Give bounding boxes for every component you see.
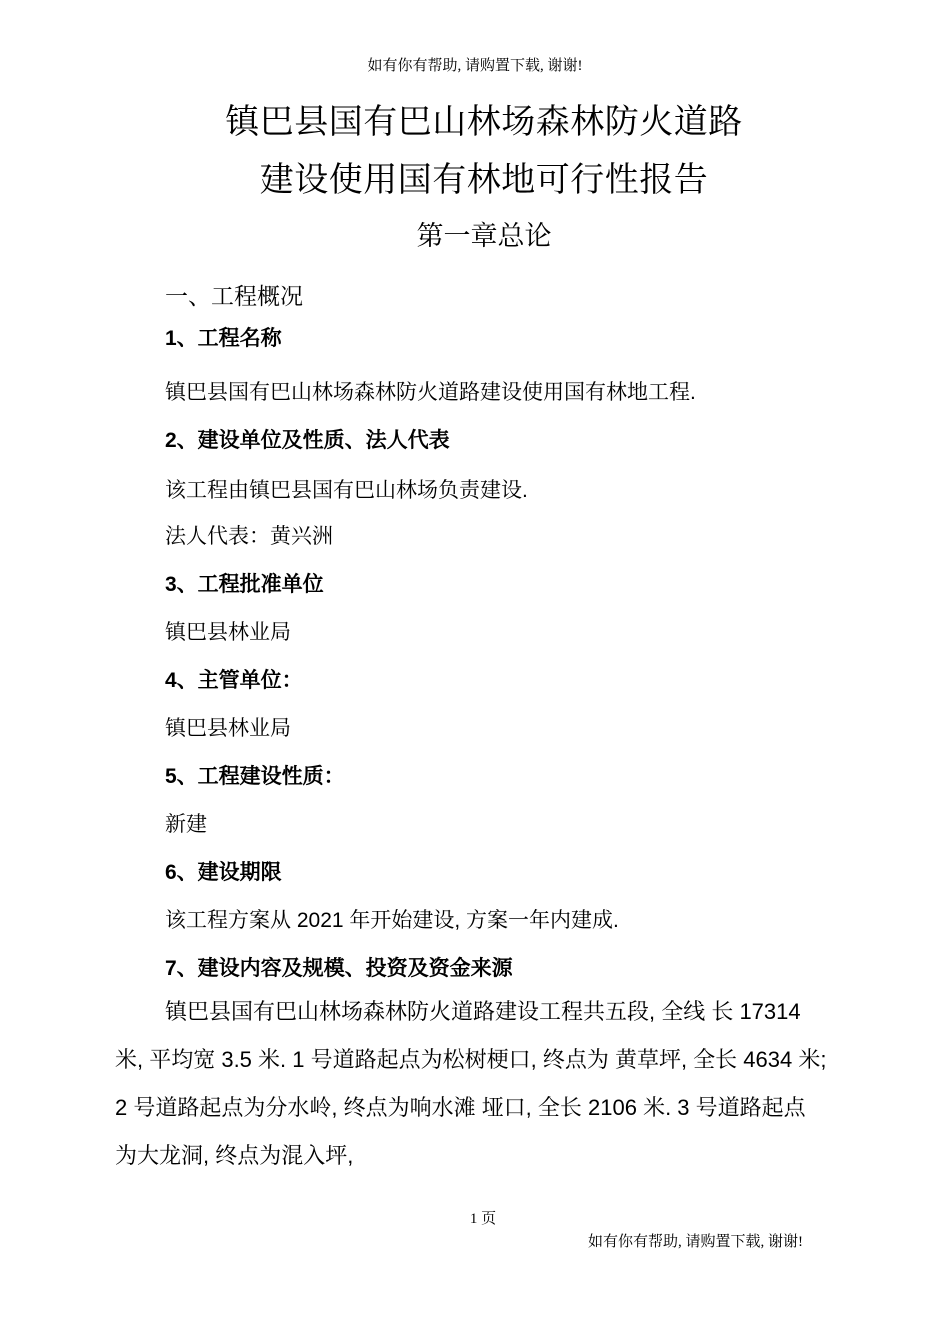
- item-text-4: 镇巴县林业局: [165, 717, 291, 740]
- item-heading-5: 5、工程建设性质：: [165, 765, 345, 788]
- item-text-1: 镇巴县国有巴山林场森林防火道路建设使用国有林地工程.: [165, 381, 696, 404]
- chapter-heading: 第一章总论: [416, 221, 552, 251]
- item-heading-7: 7、建设内容及规模、投资及资金来源: [165, 957, 513, 980]
- item-heading-1: 1、工程名称: [165, 327, 282, 350]
- title-line-1: 镇巴县国有巴山林场森林防火道路: [225, 103, 743, 141]
- section-heading: 一、工程概况: [165, 283, 303, 309]
- page-number: 1 页: [469, 1211, 497, 1227]
- item-heading-4: 4、主管单位：: [165, 669, 303, 692]
- item-heading-6: 6、建设期限: [165, 861, 282, 884]
- item-text-2: 该工程由镇巴县国有巴山林场负责建设.: [165, 479, 528, 502]
- item-text-5: 新建: [165, 813, 207, 836]
- content-paragraph: [115, 988, 870, 1180]
- header-note: 如有你有帮助, 请购置下载, 谢谢!: [367, 58, 583, 74]
- paragraph-line: 镇巴县国有巴山林场森林防火道路建设工程共五段, 全线 长 17314: [165, 999, 801, 1024]
- paragraph-line: 米, 平均宽 3.5 米. 1 号道路起点为松树梗口, 终点为 黄草坪, 全长 4634 米;: [115, 1047, 827, 1072]
- item-heading-2: 2、建设单位及性质、法人代表: [165, 429, 450, 452]
- item-text-3: 镇巴县林业局: [165, 621, 291, 644]
- title-line-2: 建设使用国有林地可行性报告: [259, 161, 709, 199]
- paragraph-line: 2 号道路起点为分水岭, 终点为响水滩 垭口, 全长 2106 米. 3 号道路起点: [115, 1095, 806, 1120]
- item-heading-3: 3、工程批准单位: [165, 573, 324, 596]
- footer-note: 如有你有帮助, 请购置下载, 谢谢!: [588, 1234, 803, 1250]
- legal-representative: 法人代表：黄兴洲: [165, 525, 333, 548]
- paragraph-line: 为大龙洞, 终点为混入坪,: [115, 1143, 354, 1168]
- item-text-6: 该工程方案从 2021 年开始建设, 方案一年内建成.: [165, 909, 619, 932]
